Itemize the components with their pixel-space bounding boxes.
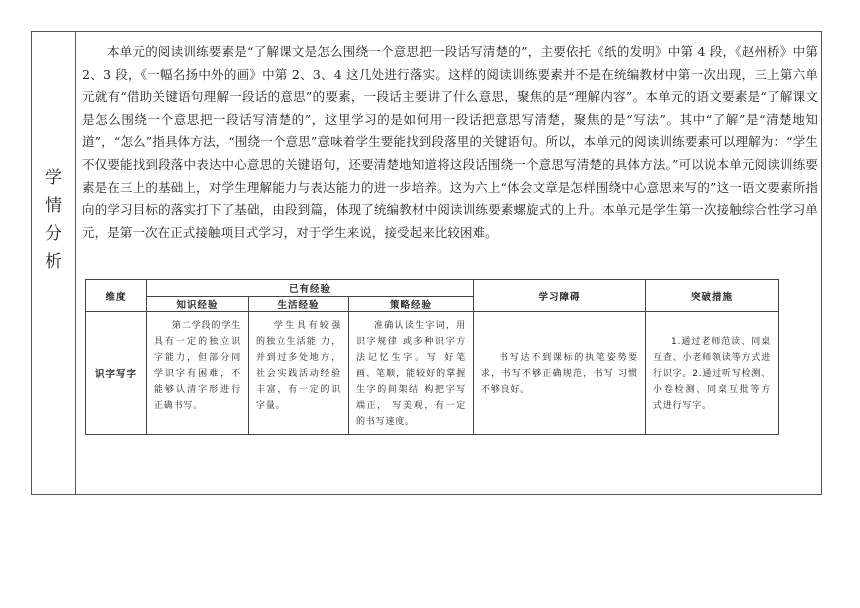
cell-knowledge bbox=[147, 312, 249, 435]
cell-strategy-text: 准确认读生字词，用识字规律 或多种识字方法记忆生字。写 好笔画、笔顺，能较好的掌握生字的间架结 构把字写端正， 写美观，有一定的书写速度。 bbox=[356, 321, 467, 427]
document-frame bbox=[31, 31, 822, 495]
table-row bbox=[86, 312, 779, 435]
section-label-column bbox=[32, 32, 76, 494]
section-label-char: 析 bbox=[45, 252, 62, 272]
header-life: 生活经验 bbox=[249, 297, 349, 312]
section-label-char: 学 bbox=[45, 168, 62, 188]
header-measures: 突破措施 bbox=[646, 280, 779, 312]
header-dimension: 维度 bbox=[86, 280, 147, 312]
header-strategy: 策略经验 bbox=[349, 297, 474, 312]
cell-obstacle-text: 书写达不到课标的执笔姿势要求，书写不够正确规范，书写 习惯不够良好。 bbox=[481, 353, 639, 395]
row-dimension: 识字写字 bbox=[86, 312, 147, 435]
section-label-char: 情 bbox=[45, 196, 62, 216]
cell-life bbox=[249, 312, 349, 435]
header-experience: 已有经验 bbox=[147, 280, 474, 297]
cell-measures bbox=[646, 312, 779, 435]
cell-measures-text: 1.通过老师范读、同桌互查、小老师领读等方式进 行识字。2.通过听写检测、小卷检测、同桌互批等方 式进行写字。 bbox=[653, 337, 772, 411]
cell-life-text: 学生具有较强的独立生活能 力，并到过多处地方，社会实践活动经验丰富，有一定的识字量。 bbox=[256, 321, 341, 411]
cell-knowledge-text: 第二学段的学生具有一定的独立识字能力，但部分同学识字有困难，不能够认清字形进行正确书写。 bbox=[154, 321, 241, 411]
cell-obstacle bbox=[474, 312, 646, 435]
table-header-row bbox=[86, 280, 779, 297]
learning-analysis-table bbox=[85, 279, 779, 435]
section-label bbox=[32, 164, 75, 276]
header-obstacle: 学习障碍 bbox=[474, 280, 646, 312]
section-label-char: 分 bbox=[45, 224, 62, 244]
header-knowledge: 知识经验 bbox=[147, 297, 249, 312]
analysis-paragraph: 本单元的阅读训练要素是“了解课文是怎么围绕一个意思把一段话写清楚的”，主要依托《纸的发明》中第 4 段，《赵州桥》中第 2、3 段，《一幅名扬中外的画》中第 2、3、4 这几处进行落实。这样的阅读训练要素并不是在统编教材中第一次出现，三上第六单元就有“借助关键语句理解一段话的意思”的要素，一段话主要讲了什么意思，聚焦的是“理解内容”。本单元的语文要素是“了解课文是怎么围绕一个意思把一段话写清楚的”，这里学习的是如何用一段话把意思写清楚，聚焦的是“写法”。其中“了解”是“清楚地知道”，“怎么”指具体方法，“围绕一个意思”意味着学生要能找到段落里的关键语句。所以，本单元的阅读训练要素可以理解为：“学生不仅要能找到段落中表达中心意思的关键语句，还要清楚地知道将这段话围绕一个意思写清楚的具体方法。”可以说本单元阅读训练要素是在三上的基础上，对学生理解能力与表达能力的进一步培养。这为六上“体会文章是怎样围绕中心意思来写的”这一语文要素所指向的学习目标的落实打下了基础，由段到篇，体现了统编教材中阅读训练要素螺旋式的上升。本单元是学生第一次接触综合性学习单元，是第一次在正式接触项目式学习，对于学生来说，接受起来比较困难。 bbox=[82, 44, 818, 240]
cell-strategy bbox=[349, 312, 474, 435]
